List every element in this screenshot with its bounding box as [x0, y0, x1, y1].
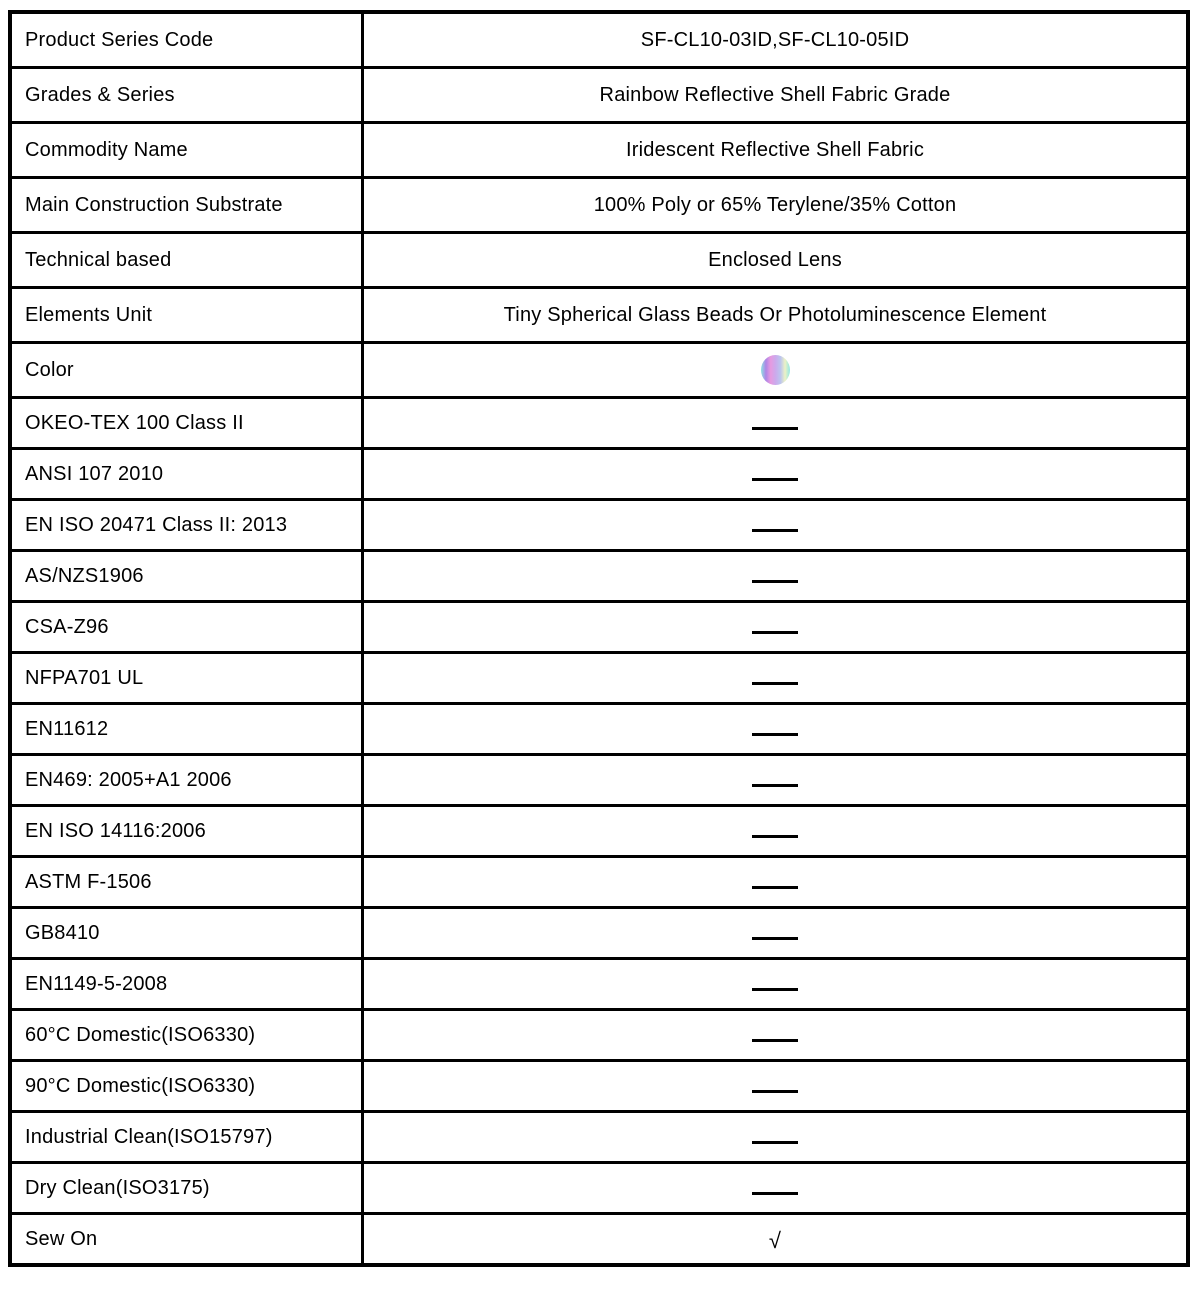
row-label: EN1149-5-2008 — [12, 960, 364, 1008]
table-row — [12, 756, 1186, 807]
row-value — [364, 501, 1186, 549]
table-row — [12, 234, 1186, 289]
row-label: CSA-Z96 — [12, 603, 364, 651]
row-label: Dry Clean(ISO3175) — [12, 1164, 364, 1212]
row-value — [364, 807, 1186, 855]
row-label: ANSI 107 2010 — [12, 450, 364, 498]
table-row — [12, 179, 1186, 234]
row-label: 60°C Domestic(ISO6330) — [12, 1011, 364, 1059]
dash-mark — [752, 988, 798, 991]
table-row — [12, 909, 1186, 960]
dash-mark — [752, 631, 798, 634]
dash-mark — [752, 937, 798, 940]
table-row — [12, 289, 1186, 344]
row-label: Commodity Name — [12, 124, 364, 176]
row-value — [364, 1011, 1186, 1059]
row-value — [364, 909, 1186, 957]
row-value — [364, 1062, 1186, 1110]
row-label: Color — [12, 344, 364, 396]
color-swatch-icon — [761, 355, 790, 385]
table-row — [12, 1113, 1186, 1164]
table-row — [12, 603, 1186, 654]
row-value — [364, 756, 1186, 804]
dash-mark — [752, 784, 798, 787]
row-value: Tiny Spherical Glass Beads Or Photoluminescence Element — [503, 303, 1047, 326]
row-value: SF-CL10-03ID,SF-CL10-05ID — [640, 28, 910, 51]
product-spec-table — [8, 10, 1190, 1267]
table-row — [12, 552, 1186, 603]
table-row — [12, 654, 1186, 705]
row-label: Technical based — [12, 234, 364, 286]
row-value — [364, 705, 1186, 753]
dash-mark — [752, 733, 798, 736]
row-label: NFPA701 UL — [12, 654, 364, 702]
table-row — [12, 14, 1186, 69]
row-label: 90°C Domestic(ISO6330) — [12, 1062, 364, 1110]
row-label: GB8410 — [12, 909, 364, 957]
table-row — [12, 124, 1186, 179]
table-row — [12, 705, 1186, 756]
dash-mark — [752, 580, 798, 583]
row-value: Rainbow Reflective Shell Fabric Grade — [599, 83, 951, 106]
row-value — [364, 603, 1186, 651]
row-value — [364, 1164, 1186, 1212]
table-row — [12, 501, 1186, 552]
row-label: AS/NZS1906 — [12, 552, 364, 600]
dash-mark — [752, 1090, 798, 1093]
row-label: ASTM F-1506 — [12, 858, 364, 906]
dash-mark — [752, 682, 798, 685]
row-value — [364, 960, 1186, 1008]
row-value — [364, 1113, 1186, 1161]
row-label: EN469: 2005+A1 2006 — [12, 756, 364, 804]
row-value — [364, 654, 1186, 702]
row-label: EN11612 — [12, 705, 364, 753]
table-row — [12, 1215, 1186, 1263]
row-value — [364, 399, 1186, 447]
row-label: Sew On — [12, 1215, 364, 1263]
dash-mark — [752, 529, 798, 532]
row-label: Elements Unit — [12, 289, 364, 341]
row-label: OKEO-TEX 100 Class II — [12, 399, 364, 447]
table-row — [12, 69, 1186, 124]
row-value — [364, 450, 1186, 498]
row-label: Product Series Code — [12, 14, 364, 66]
row-label: Grades & Series — [12, 69, 364, 121]
dash-mark — [752, 1192, 798, 1195]
table-row — [12, 399, 1186, 450]
row-value — [364, 344, 1186, 396]
row-value — [364, 552, 1186, 600]
dash-mark — [752, 886, 798, 889]
row-value: 100% Poly or 65% Terylene/35% Cotton — [593, 193, 957, 216]
row-value: √ — [768, 1228, 782, 1253]
row-label: Main Construction Substrate — [12, 179, 364, 231]
dash-mark — [752, 835, 798, 838]
table-row — [12, 858, 1186, 909]
table-row — [12, 1011, 1186, 1062]
row-value: Enclosed Lens — [708, 248, 842, 271]
table-row — [12, 344, 1186, 399]
table-row — [12, 1062, 1186, 1113]
dash-mark — [752, 1141, 798, 1144]
row-value — [364, 858, 1186, 906]
table-row — [12, 960, 1186, 1011]
row-value: Iridescent Reflective Shell Fabric — [625, 138, 925, 161]
row-label: EN ISO 14116:2006 — [12, 807, 364, 855]
dash-mark — [752, 478, 798, 481]
dash-mark — [752, 1039, 798, 1042]
row-label: EN ISO 20471 Class II: 2013 — [12, 501, 364, 549]
table-row — [12, 1164, 1186, 1215]
row-label: Industrial Clean(ISO15797) — [12, 1113, 364, 1161]
dash-mark — [752, 427, 798, 430]
table-row — [12, 807, 1186, 858]
table-row — [12, 450, 1186, 501]
